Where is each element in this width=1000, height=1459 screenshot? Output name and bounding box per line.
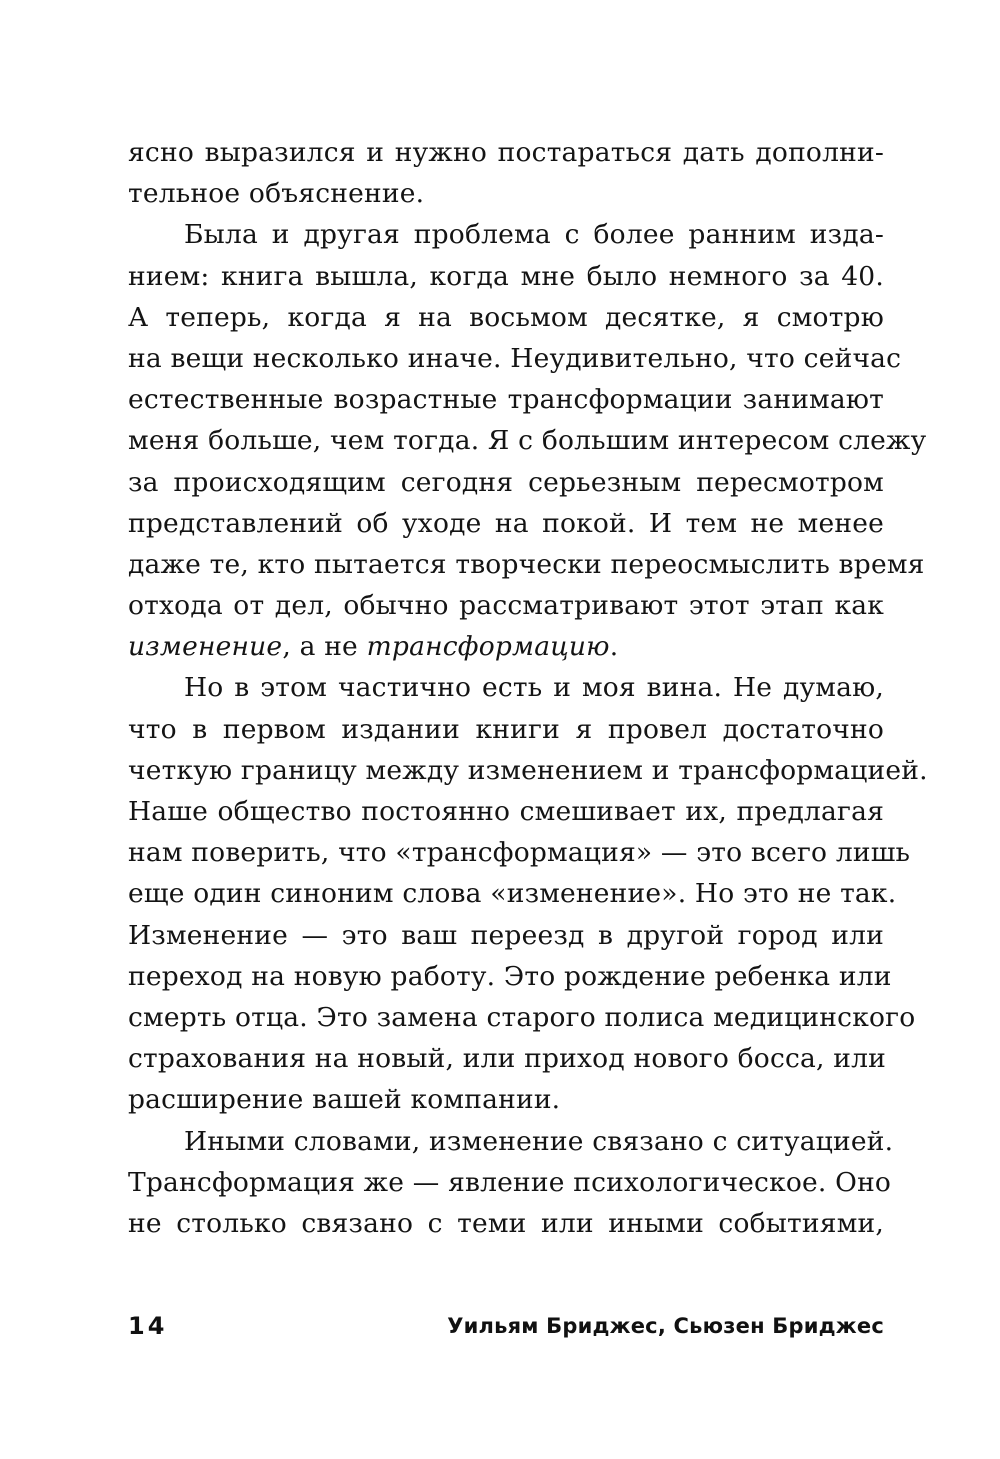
- text-line: смерть отца. Это замена старого полиса медицинского: [128, 1001, 916, 1033]
- text-line: за происходящим сегодня серьезным пересмотром: [128, 466, 884, 498]
- text-line: меня больше, чем тогда. Я с большим интересом слежу: [128, 425, 927, 457]
- text-line: расширение вашей компании.: [128, 1084, 561, 1116]
- text-line: ясно выразился и нужно постараться дать дополни-: [128, 137, 884, 168]
- text-line: Наше общество постоянно смешивает их, предлагая: [128, 796, 884, 827]
- text-line: страхования на новый, или приход нового босса, или: [128, 1043, 887, 1075]
- text-line: не столько связано с теми или иными событиями,: [128, 1207, 884, 1239]
- text-line: отхода от дел, обычно рассматривают этот этап как: [128, 590, 884, 622]
- text-line: Изменение — это ваш переезд в другой город или: [128, 919, 884, 951]
- text-line: на вещи несколько иначе. Неудивительно, что сейчас: [128, 342, 902, 374]
- text-line: представлений об уходе на покой. И тем не менее: [128, 507, 884, 539]
- text-line: еще один синоним слова «изменение». Но это не так.: [128, 878, 897, 910]
- text-line: Но в этом частично есть и моя вина. Не думаю,: [184, 672, 884, 704]
- text-line: естественные возрастные трансформации занимают: [128, 384, 884, 416]
- text-line: [128, 626, 884, 667]
- text-line: что в первом издании книги я провел достаточно: [128, 713, 884, 745]
- running-footer-authors: Уильям Бриджес, Сьюзен Бриджес: [447, 1314, 884, 1338]
- text-line: Была и другая проблема с более ранним изда-: [184, 219, 884, 251]
- text-line: нам поверить, что «трансформация» — это всего лишь: [128, 837, 911, 869]
- text-line: тельное объяснение.: [128, 178, 425, 210]
- text-line: даже те, кто пытается творчески переосмыслить время: [128, 548, 925, 580]
- italic-term-izmenenie: изменение: [128, 631, 283, 663]
- text-line: четкую границу между изменением и трансформацией.: [128, 754, 928, 786]
- text-fragment: .: [609, 631, 619, 663]
- text-line: Иными словами, изменение связано с ситуацией.: [184, 1125, 894, 1157]
- body-text: [128, 132, 928, 1244]
- text-line: А теперь, когда я на восьмом десятке, я смотрю: [128, 301, 884, 333]
- text-line: нием: книга вышла, когда мне было немного за 40.: [128, 260, 884, 292]
- page-footer: [128, 1312, 884, 1352]
- page-number: 14: [128, 1312, 168, 1340]
- text-fragment: , а не: [282, 631, 367, 663]
- text-line: переход на новую работу. Это рождение ребенка или: [128, 960, 892, 992]
- text-line: Трансформация же — явление психологическое. Оно: [128, 1166, 892, 1198]
- italic-term-transformatsiyu: трансформацию: [366, 631, 610, 663]
